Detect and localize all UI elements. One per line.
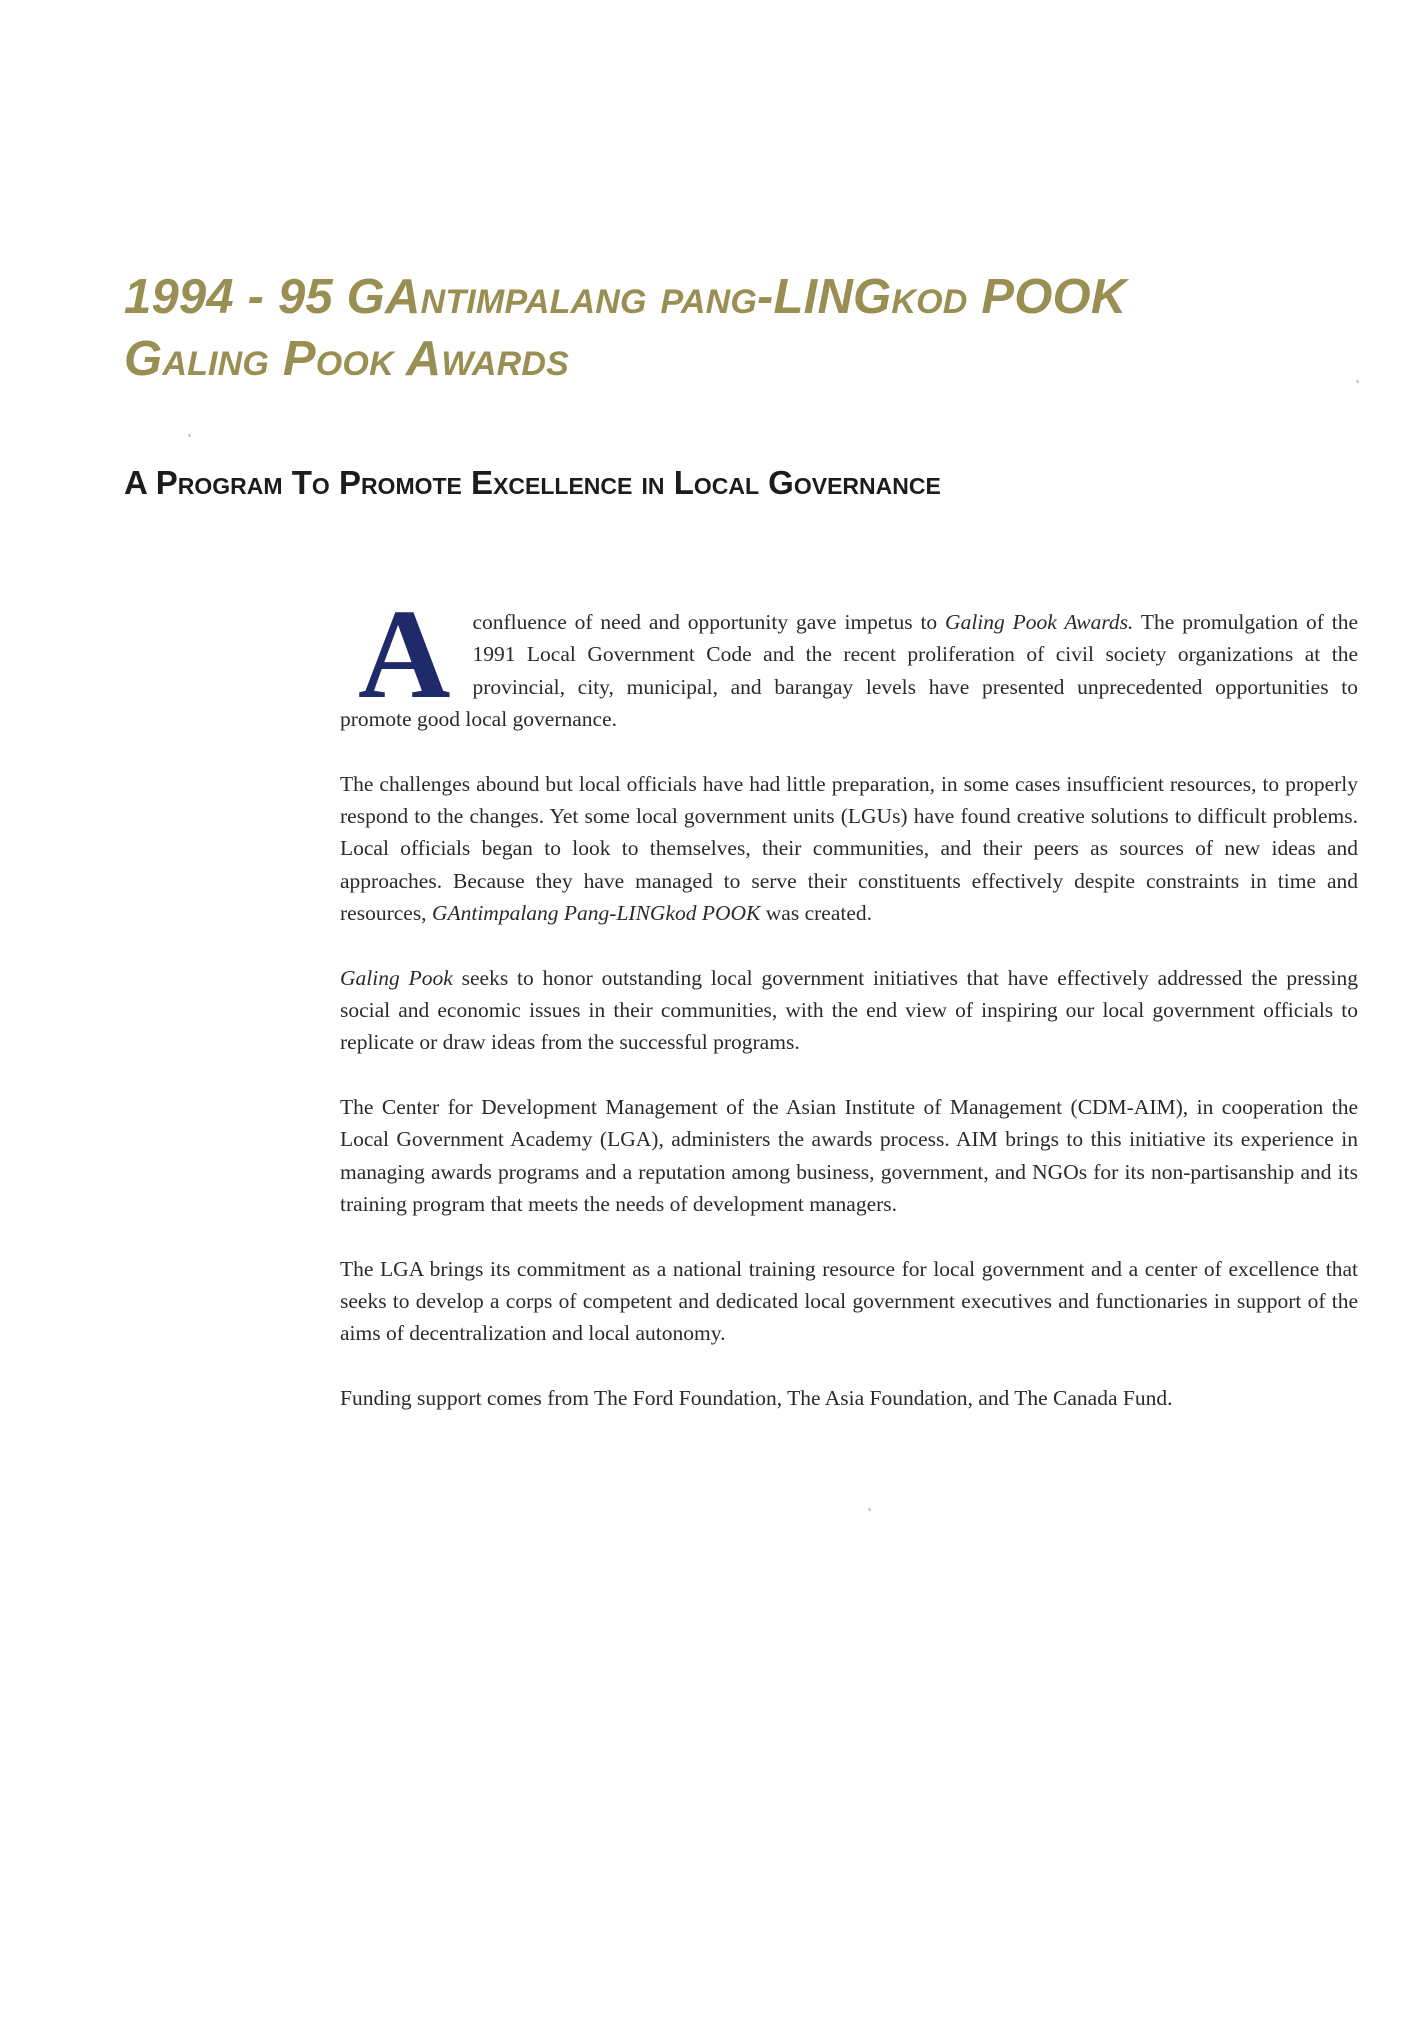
document-body bbox=[340, 583, 1359, 1446]
paragraph-lga: The LGA brings its commitment as a national training resource for local government and a center of excellence that seeks to develop a corps of competent and dedicated local government executives and functionaries in support of the aims of decentralization and local autonomy. bbox=[340, 1256, 1358, 1346]
paragraph-purpose-rest: seeks to honor outstanding local government initiatives that have effectively addressed the pressing social and economic issues in their communities, with the end view of inspiring our local government officials to replicate or draw ideas from the successful programs. bbox=[340, 965, 1359, 1055]
page-subtitle: A Program To Promote Excellence in Local Governance bbox=[124, 464, 941, 501]
paragraph-cdm-aim: The Center for Development Management of the Asian Institute of Management (CDM-AIM), in cooperation the Local Government Academy (LGA), administers the awards process. AIM brings to this initiative its experience in managing awards programs and a reputation among business, government, and NGOs for its non-partisanship and its training program that meets the needs of development managers. bbox=[340, 1094, 1358, 1217]
scan-speck bbox=[1356, 380, 1359, 383]
page-title bbox=[124, 266, 1304, 390]
title-line-1: 1994 - 95 GAntimpalang pang-LINGkod POOK bbox=[124, 270, 1127, 324]
drop-cap: A bbox=[358, 583, 451, 725]
paragraph-intro-text: confluence of need and opportunity gave impetus to bbox=[472, 610, 946, 634]
paragraph-challenges-award-name: GAntimpalang Pang-LINGkod POOK bbox=[431, 901, 761, 926]
paragraph-intro-rest: The promulgation of the 1991 Local Government Code and the recent proliferation of civil society organizations at the provincial, city, municipal, and barangay levels have presented unprecedented opportunities to promote good local governance. bbox=[340, 610, 1359, 732]
scan-speck bbox=[188, 434, 191, 437]
paragraph-funding: Funding support comes from The Ford Foundation, The Asia Foundation, and The Canada Fund. bbox=[340, 1385, 1173, 1410]
paragraph-challenges bbox=[340, 768, 1358, 930]
paragraph-challenges-rest: was created. bbox=[760, 901, 873, 926]
paragraph-purpose bbox=[340, 962, 1358, 1059]
title-line-2: Galing Pook Awards bbox=[124, 332, 569, 386]
paragraph-purpose-award-name: Galing Pook bbox=[340, 965, 453, 990]
paragraph-intro-award-name: Galing Pook Awards. bbox=[945, 610, 1134, 634]
paragraph-intro bbox=[340, 583, 1359, 736]
paragraph-challenges-text: The challenges abound but local officials have had little preparation, in some cases insufficient resources, to properly respond to the changes. Yet some local government units (LGUs) have found creative solutions to difficult problems. Local officials began to look to themselves, their communities, and their peers as sources of new ideas and approaches. Because they have managed to serve their constituents effectively despite constraints in time and resources, bbox=[340, 771, 1358, 926]
scan-speck bbox=[868, 1508, 871, 1511]
